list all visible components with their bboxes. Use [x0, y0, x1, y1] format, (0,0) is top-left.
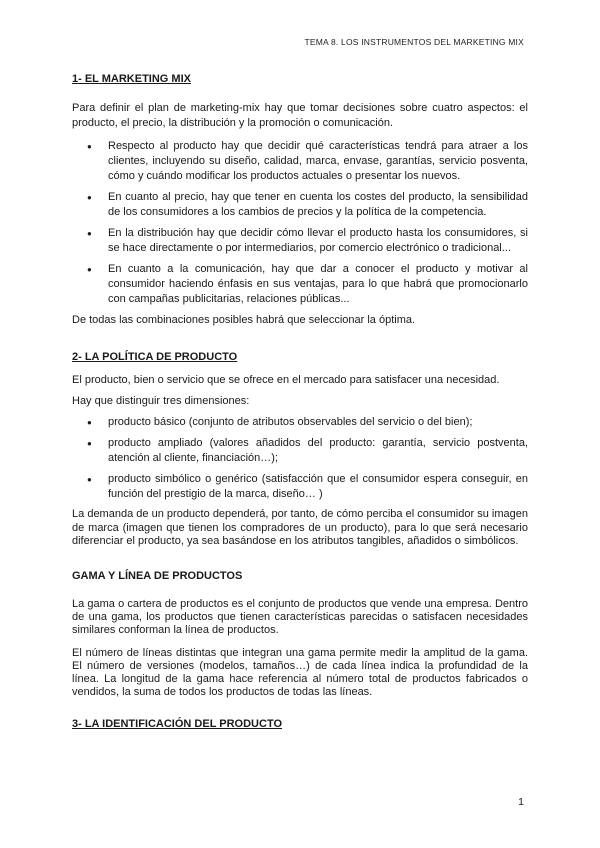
subsection-title: GAMA Y LÍNEA DE PRODUCTOS [72, 569, 243, 582]
list-item: ● En cuanto a la comunicación, hay que dar a conocer el producto y motivar al consumidor haciendo énfasis en sus ventajas, para lo que habrá que promocionarlo con campañas publicitarias, relaciones públicas... [72, 262, 528, 307]
list-item: ● producto básico (conjunto de atributos observables del servicio o del bien); [72, 415, 528, 430]
document-body [72, 72, 528, 746]
subsection-paragraph-1: La gama o cartera de productos es el conjunto de productos que vende una empresa. Dentro de una gama, los productos que tienen características parecidas o satisfacen necesidades similares conforman la línea de productos. [72, 597, 528, 636]
subsection-paragraph-2: El número de líneas distintas que integran una gama permite medir la amplitud de la gama. El número de versiones (modelos, tamaños…) de cada línea indica la profundidad de la línea. La longitud de la gama hace referencia al número total de productos fabricados o vendidos, la suma de todos los productos de todas las líneas. [72, 646, 528, 698]
page-number: 1 [518, 796, 524, 808]
section-2-definition: El producto, bien o servicio que se ofrece en el mercado para satisfacer una necesidad. [72, 374, 500, 386]
section-2-closing: La demanda de un producto dependerá, por tanto, de cómo perciba el consumidor su imagen de marca (imagen que tienen los compradores de un producto), para lo que será necesario diferenciar el producto, ya sea basándose en los atributos tangibles, añadidos o simbólicos. [72, 508, 528, 547]
list-item: ● producto simbólico o genérico (satisfacción que el consumidor espera conseguir, en función del prestigio de la marca, diseño… ) [72, 472, 528, 502]
section-3-title: 3- LA IDENTIFICACIÓN DEL PRODUCTO [72, 717, 283, 730]
section-1-bullet-list [72, 139, 528, 307]
section-1-closing: De todas las combinaciones posibles habrá que seleccionar la óptima. [72, 314, 416, 326]
section-2-dimensions-intro: Hay que distinguir tres dimensiones: [72, 395, 250, 407]
list-item: ● Respecto al producto hay que decidir qué características tendrá para atraer a los clientes, incluyendo su diseño, calidad, marca, envase, garantías, servicio posventa, cómo y cuándo modificar los productos actuales o presentar los nuevos. [72, 139, 528, 184]
section-2-title: 2- LA POLÍTICA DE PRODUCTO [72, 351, 238, 363]
section-1-intro: Para definir el plan de marketing-mix hay que tomar decisiones sobre cuatro aspectos: el producto, el precio, la distribución y la promoción o comunicación. [72, 102, 528, 129]
section-2-bullet-list [72, 415, 528, 502]
list-item: ● En cuanto al precio, hay que tener en cuenta los costes del producto, la sensibilidad de los consumidores a los cambios de precios y la política de la competencia. [72, 190, 528, 220]
section-1-title: 1- EL MARKETING MIX [72, 73, 191, 85]
list-item: ● producto ampliado (valores añadidos del producto: garantía, servicio postventa, atención al cliente, financiación…); [72, 436, 528, 466]
list-item: ● En la distribución hay que decidir cómo llevar el producto hasta los consumidores, si se hace directamente o por intermediarios, por comercio electrónico o tradicional... [72, 226, 528, 256]
running-header: TEMA 8. LOS INSTRUMENTOS DEL MARKETING MIX [304, 37, 524, 47]
